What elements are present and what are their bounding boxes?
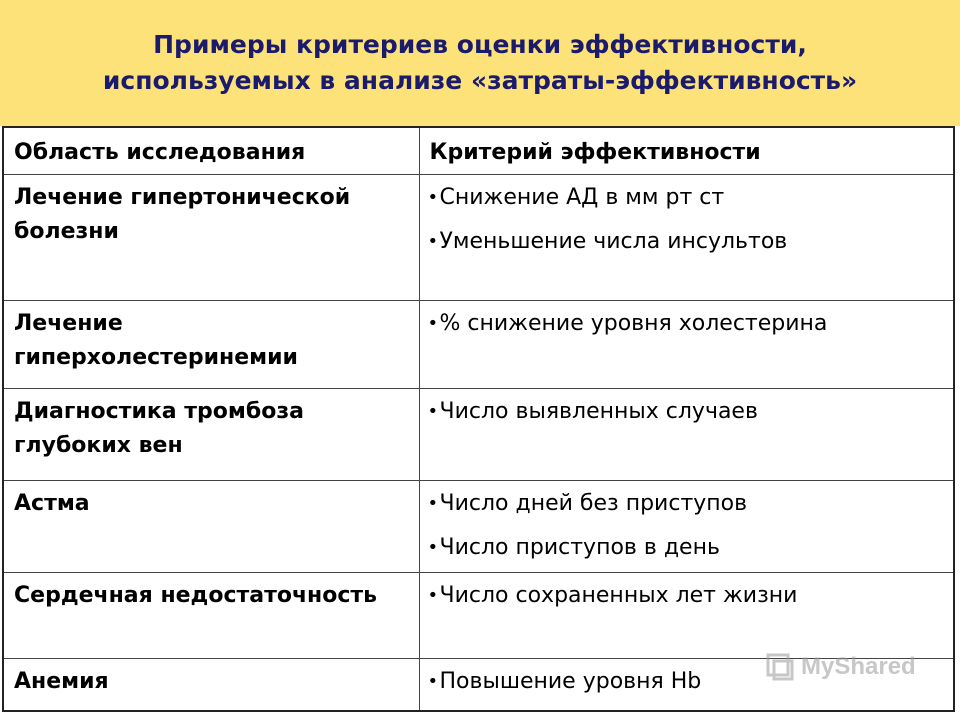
area-cell: Сердечная недостаточность [3,573,419,659]
area-cell: Лечение гиперхолестеринемии [3,301,419,389]
watermark-text: MyShared [801,653,916,680]
criteria-cell [419,573,954,659]
area-cell: Лечение гипертонической болезни [3,175,419,301]
criterion-item: • Снижение АД в мм рт ст [430,181,946,215]
criteria-list [430,395,946,429]
area-cell: Диагностика тромбоза глубоких вен [3,389,419,481]
table-row [3,301,954,389]
slide-title-line-1: Примеры критериев оценки эффективности, [153,30,807,59]
column-header-criterion: Критерий эффективности [419,127,954,175]
table-header-row [3,127,954,175]
slide-title-line-2: используемых в анализе «затраты-эффективность» [102,66,858,95]
criteria-cell [419,301,954,389]
criterion-item: • Число приступов в день [430,531,946,565]
table-row [3,481,954,573]
criterion-item: • Число сохраненных лет жизни [430,579,946,613]
criterion-item: • % снижение уровня холестерина [430,307,946,341]
table-row [3,389,954,481]
criteria-list [430,307,946,341]
criterion-item: • Число дней без приступов [430,487,946,521]
criteria-table [2,126,955,712]
title-band [0,0,960,126]
watermark [765,652,916,682]
area-cell: Анемия [3,659,419,711]
column-header-area: Область исследования [3,127,419,175]
table-row [3,175,954,301]
criterion-item: • Уменьшение числа инсультов [430,225,946,259]
criteria-list [430,579,946,613]
criteria-list [430,487,946,565]
criteria-list [430,181,946,259]
presentation-icon [765,652,795,682]
criterion-item: • Повышение уровня Hb [430,665,946,699]
criteria-cell [419,175,954,301]
area-cell: Астма [3,481,419,573]
criterion-item: • Число выявленных случаев [430,395,946,429]
table-row [3,573,954,659]
criteria-cell [419,481,954,573]
criteria-cell [419,389,954,481]
